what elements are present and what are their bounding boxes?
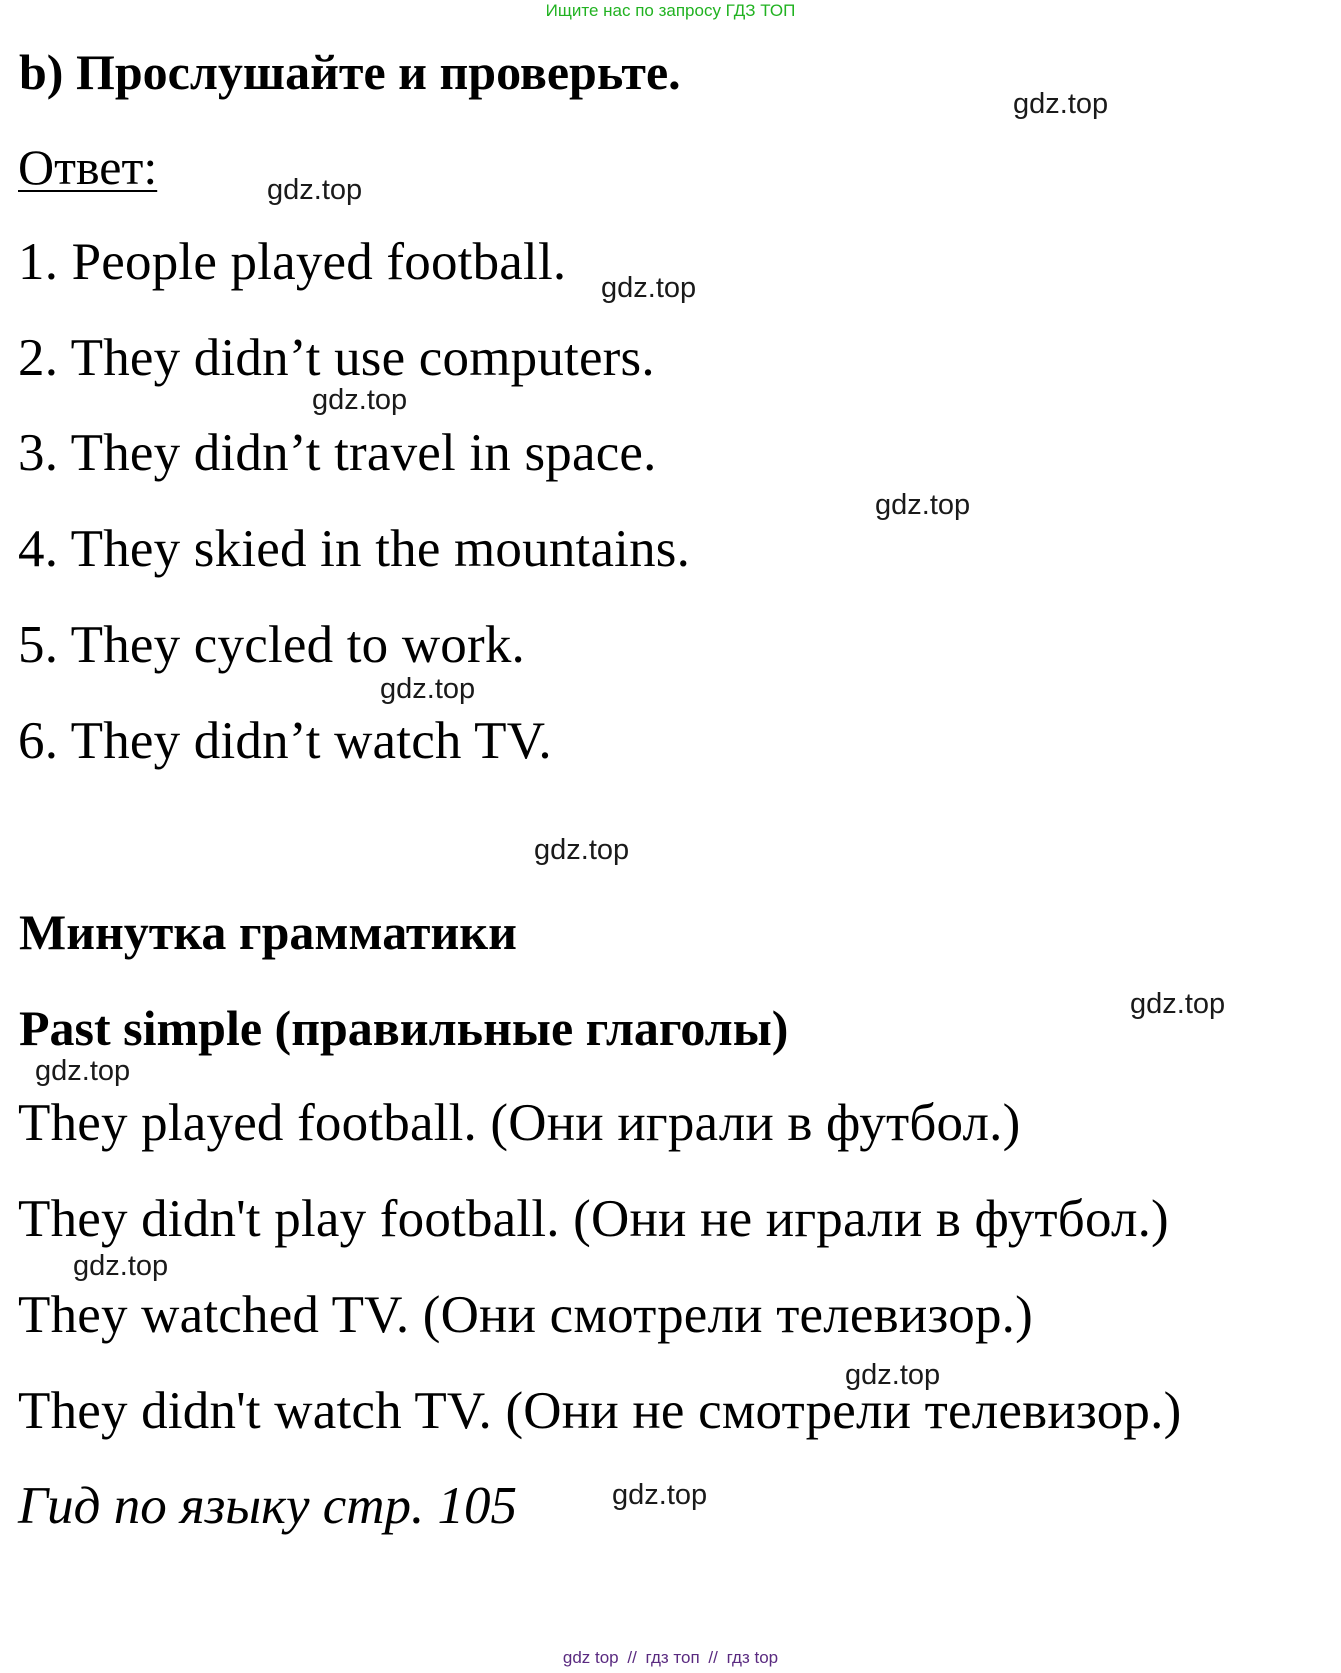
watermark: gdz.top [845, 1359, 941, 1391]
answer-line-3: 3. They didn’t travel in space. [18, 424, 657, 482]
grammar-title: Минутка грамматики [19, 904, 517, 960]
grammar-subtitle: Past simple (правильные глаголы) [19, 1000, 789, 1056]
grammar-example-1: They played football. (Они играли в футбол.) [18, 1094, 1021, 1152]
watermark: gdz.top [312, 384, 408, 416]
grammar-example-3: They watched TV. (Они смотрели телевизор.) [18, 1286, 1033, 1344]
grammar-example-2: They didn't play football. (Они не играли в футбол.) [18, 1190, 1169, 1248]
footer-links [0, 1648, 1341, 1668]
watermark: gdz.top [73, 1250, 169, 1282]
watermark: gdz.top [1130, 988, 1226, 1020]
watermark: gdz.top [534, 834, 630, 866]
watermark: gdz.top [1013, 88, 1109, 120]
watermark: gdz.top [380, 673, 476, 705]
footer-link[interactable]: гдз топ [645, 1648, 700, 1667]
footer-separator: // [627, 1648, 637, 1667]
top-banner-link[interactable]: Ищите нас по запросу ГДЗ ТОП [545, 1, 796, 20]
answer-line-2: 2. They didn’t use computers. [18, 329, 655, 387]
watermark: gdz.top [612, 1479, 708, 1511]
footer-link[interactable]: гдз top [726, 1648, 779, 1667]
answer-line-4: 4. They skied in the mountains. [18, 520, 691, 578]
footer-separator: // [708, 1648, 718, 1667]
watermark: gdz.top [875, 489, 971, 521]
answer-line-5: 5. They cycled to work. [18, 616, 525, 674]
section-title: b) Прослушайте и проверьте. [19, 44, 681, 100]
watermark: gdz.top [35, 1055, 131, 1087]
grammar-reference: Гид по языку стр. 105 [18, 1477, 518, 1535]
answer-label: Ответ: [18, 139, 158, 195]
answer-line-6: 6. They didn’t watch TV. [18, 712, 552, 770]
watermark: gdz.top [601, 272, 697, 304]
answer-line-1: 1. People played football. [18, 233, 567, 291]
grammar-example-4: They didn't watch TV. (Они не смотрели телевизор.) [18, 1382, 1182, 1440]
footer-link[interactable]: gdz top [562, 1648, 619, 1667]
watermark: gdz.top [267, 174, 363, 206]
